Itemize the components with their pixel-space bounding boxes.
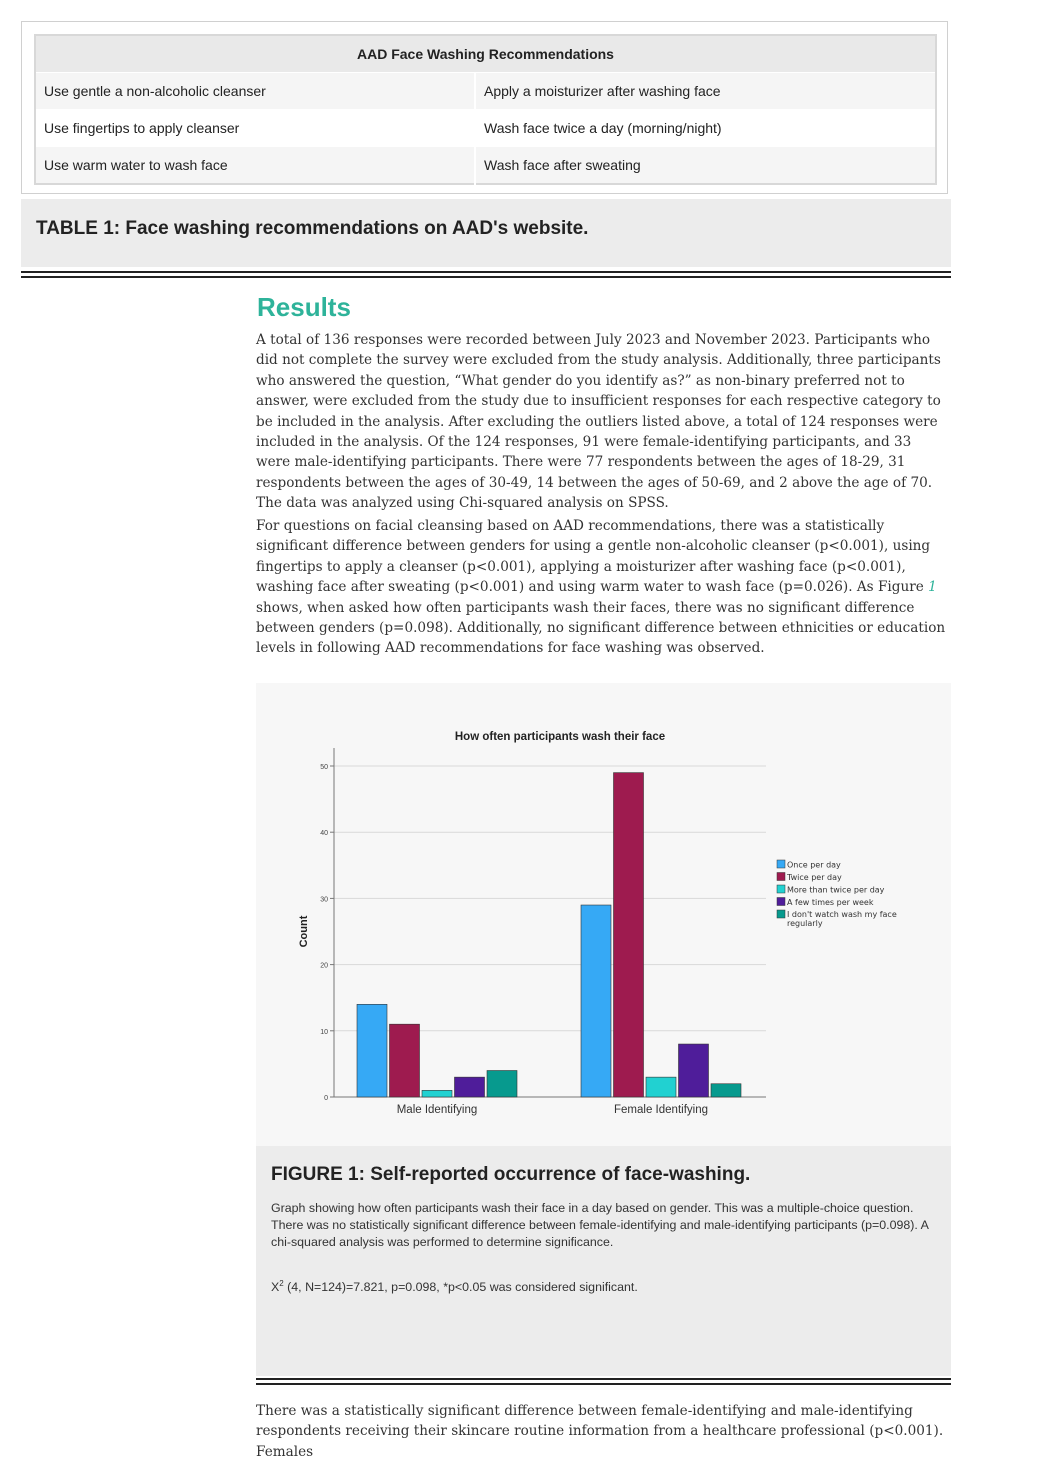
stat-text: (4, N=124)=7.821, p=0.098, *p<0.05 was considered significant. bbox=[283, 1280, 638, 1295]
figure-link[interactable]: 1 bbox=[928, 579, 937, 596]
y-tick-label: 40 bbox=[320, 830, 328, 838]
divider bbox=[21, 276, 951, 278]
y-tick-label: 20 bbox=[320, 962, 328, 970]
results-paragraph-1: A total of 136 responses were recorded between July 2023 and November 2023. Participants who did not complete the survey were excluded from the study analysis. Additionally, three participants who answered the question, “What gender do you identify as?” as non-binary preferred not to answer, were excluded from the study due to insufficient responses for each respective category to be included in the analysis. After excluding the outliers listed above, a total of 124 responses were included in the analysis. Of the 124 responses, 91 were female-identifying participants, and 33 were male-identifying participants. There were 77 respondents between the ages of 18-29, 31 respondents between the ages of 30-49, 14 between the ages of 50-69, and 2 above the age of 70. The data was analyzed using Chi-squared analysis on SPSS. bbox=[256, 332, 941, 512]
stat-symbol: X bbox=[271, 1280, 280, 1295]
legend-label: Once per day bbox=[787, 860, 841, 870]
chart-title: How often participants wash their face bbox=[454, 731, 666, 743]
divider bbox=[256, 1378, 951, 1380]
figure1-caption-title: FIGURE 1: Self-reported occurrence of face-washing. bbox=[271, 1164, 751, 1185]
y-tick-label: 10 bbox=[320, 1028, 328, 1036]
y-tick-label: 0 bbox=[324, 1095, 328, 1102]
legend-label: More than twice per day bbox=[787, 885, 885, 895]
bar bbox=[711, 1084, 741, 1097]
y-axis-label: Count bbox=[298, 915, 310, 948]
table1-container bbox=[21, 21, 948, 194]
table-cell: Wash face after sweating bbox=[475, 147, 936, 185]
table-cell: Use gentle a non-alcoholic cleanser bbox=[35, 73, 475, 110]
legend-swatch bbox=[777, 873, 785, 881]
divider bbox=[256, 1383, 951, 1385]
recommendations-table bbox=[34, 34, 937, 185]
bar bbox=[614, 773, 644, 1097]
table-header: AAD Face Washing Recommendations bbox=[35, 35, 936, 73]
legend-swatch bbox=[777, 885, 785, 893]
legend-label: A few times per week bbox=[787, 898, 874, 907]
bar-chart bbox=[256, 683, 951, 1146]
figure1-area bbox=[256, 683, 951, 1146]
x-tick-label: Male Identifying bbox=[396, 1104, 478, 1116]
table-cell: Apply a moisturizer after washing face bbox=[475, 73, 936, 110]
bar bbox=[455, 1077, 485, 1097]
bar bbox=[679, 1044, 709, 1097]
stat-superscript: 2 bbox=[279, 1279, 284, 1288]
paragraph-text: For questions on facial cleansing based on AAD recommendations, there was a statistically significant difference between genders for using a gentle non-alcoholic cleanser (p<0.001), using fingertips to apply a cleanser (p<0.001), applying a moisturizer after washing face (p<0.001), washing face after sweating (p<0.001) and using warm water to wash face (p=0.026). As Figure bbox=[256, 518, 931, 596]
y-tick-label: 50 bbox=[320, 764, 328, 771]
paragraph-text: shows, when asked how often participants wash their faces, there was no significant difference between genders (p=0.098). Additionally, no significant difference between ethnicities or education levels in following AAD recommendations for face washing was observed. bbox=[256, 599, 946, 657]
bar bbox=[390, 1024, 420, 1097]
results-heading: Results bbox=[257, 292, 351, 322]
y-tick-label: 30 bbox=[320, 896, 328, 904]
results-paragraph-3: There was a statistically significant difference between female-identifying and male-identifying respondents receiving their skincare routine information from a healthcare professional (p<0.001). Females bbox=[256, 1403, 944, 1460]
legend-swatch bbox=[777, 898, 785, 906]
figure1-description: Graph showing how often participants wash their face in a day based on gender. This was a multiple-choice question. There was no statistically significant difference between female-identifying and male-identifying participants (p=0.098). A chi-squared analysis was performed to determine significance. bbox=[271, 1201, 929, 1249]
bar bbox=[646, 1077, 676, 1097]
table-cell: Wash face twice a day (morning/night) bbox=[475, 110, 936, 147]
legend-label: I don't watch wash my face regularly bbox=[787, 910, 897, 928]
bar bbox=[487, 1071, 517, 1097]
table-cell: Use fingertips to apply cleanser bbox=[35, 110, 475, 147]
table-cell: Use warm water to wash face bbox=[35, 147, 475, 185]
legend-swatch bbox=[777, 910, 785, 918]
table-row bbox=[35, 147, 936, 185]
legend-swatch bbox=[777, 860, 785, 868]
legend-label: Twice per day bbox=[787, 873, 842, 882]
table-row bbox=[35, 110, 936, 147]
table-row bbox=[35, 73, 936, 110]
figure1-caption-box bbox=[256, 1146, 951, 1376]
bar bbox=[357, 1004, 387, 1097]
bar bbox=[422, 1090, 452, 1097]
bar bbox=[581, 905, 611, 1097]
table1-caption-box bbox=[21, 199, 951, 267]
figure1-statistics bbox=[271, 1279, 638, 1294]
table1-caption: TABLE 1: Face washing recommendations on AAD's website. bbox=[36, 218, 589, 239]
divider bbox=[21, 271, 951, 273]
x-tick-label: Female Identifying bbox=[614, 1104, 708, 1116]
results-paragraph-2 bbox=[256, 516, 948, 659]
